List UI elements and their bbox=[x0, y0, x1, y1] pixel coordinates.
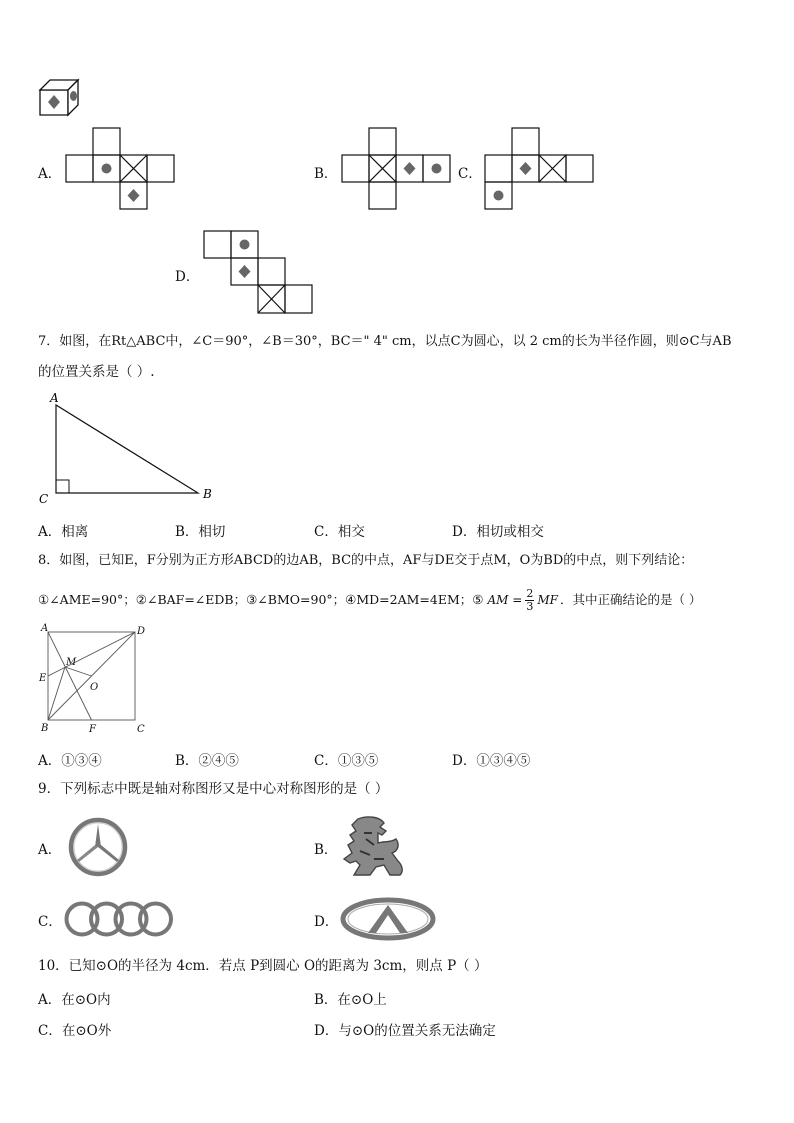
infiniti-logo-icon bbox=[340, 897, 436, 941]
net-d bbox=[204, 231, 316, 317]
label-e: E bbox=[39, 673, 47, 684]
q7-option-b-key: B． bbox=[175, 524, 199, 540]
q10-option-d[interactable] bbox=[314, 1019, 496, 1039]
q8-option-d-key: D． bbox=[452, 753, 477, 769]
q10-option-d-key: D． bbox=[314, 1023, 339, 1039]
q8-stem-line1: 8．如图，已知E，F分别为正方形ABCD的边AB，BC的中点，AF与DE交于点M，O为BD的中点，则下列结论： bbox=[38, 553, 694, 568]
q8-option-b-key: B． bbox=[175, 753, 199, 769]
net-b bbox=[342, 128, 454, 212]
label-c: C bbox=[137, 724, 145, 735]
q8-square-figure bbox=[36, 622, 156, 738]
q7-stem-line2: 的位置关系是（ ）. bbox=[38, 364, 155, 380]
q8-stem-line2 bbox=[38, 587, 701, 612]
label-a: A bbox=[50, 391, 59, 405]
q8-conclusions: ①∠AME=90°；②∠BAF=∠EDB；③∠BMO=90°；④MD=2AM=4EM；⑤ bbox=[38, 591, 484, 607]
q10-option-c-key: C． bbox=[38, 1023, 62, 1039]
mercedes-logo-icon bbox=[68, 817, 128, 877]
net-a bbox=[66, 128, 178, 212]
q9-stem: 9．下列标志中既是轴对称图形又是中心对称图形的是（ ） bbox=[38, 781, 389, 797]
q10-option-c[interactable] bbox=[38, 1019, 111, 1039]
q10-option-b-text: 在⊙O上 bbox=[337, 992, 387, 1008]
label-b: B bbox=[41, 723, 49, 734]
label-a: A bbox=[41, 623, 49, 634]
q7-triangle-figure bbox=[36, 390, 226, 505]
q7-option-c-text: 相交 bbox=[337, 524, 365, 540]
q7-stem-line1: 7．如图，在Rt△ABC中，∠C＝90°，∠B＝30°，BC＝" 4" cm，以点C为圆心，以 2 cm的长为半径作圆，则⊙C与AB bbox=[38, 334, 732, 349]
q7-option-d-text: 相切或相交 bbox=[476, 524, 544, 540]
q7-option-a[interactable] bbox=[38, 520, 88, 540]
net-c bbox=[485, 128, 597, 212]
q7-option-c-key: C． bbox=[314, 524, 338, 540]
label-f: F bbox=[89, 724, 96, 735]
q8-option-d-text: ①③④⑤ bbox=[476, 753, 531, 769]
label-m: M bbox=[66, 657, 77, 668]
q6-option-c-label[interactable]: C． bbox=[458, 166, 482, 182]
q8-option-c-key: C． bbox=[314, 753, 338, 769]
q8-frac-num: 2 bbox=[526, 587, 534, 600]
q9-option-b-label[interactable]: B． bbox=[314, 842, 338, 858]
q7-option-d[interactable] bbox=[452, 520, 544, 540]
label-c: C bbox=[39, 492, 49, 506]
q8-option-a-key: A． bbox=[38, 753, 62, 769]
q8-option-c[interactable] bbox=[314, 749, 378, 769]
q10-option-a-text: 在⊙O内 bbox=[61, 992, 111, 1008]
q7-option-b[interactable] bbox=[175, 520, 225, 540]
q6-option-a-label[interactable]: A． bbox=[38, 166, 62, 182]
q9-option-d-label[interactable]: D． bbox=[314, 914, 339, 930]
q10-stem: 10．已知⊙O的半径为 4cm．若点 P到圆心 O的距离为 3cm，则点 P（ ） bbox=[38, 958, 488, 974]
q10-option-a[interactable] bbox=[38, 988, 111, 1008]
q7-option-a-key: A． bbox=[38, 524, 62, 540]
q10-option-c-text: 在⊙O外 bbox=[61, 1023, 112, 1039]
q8-frac-den: 3 bbox=[526, 600, 534, 613]
q7-option-d-key: D． bbox=[452, 524, 477, 540]
q6-option-b-label[interactable]: B． bbox=[314, 166, 338, 182]
q10-option-b-key: B． bbox=[314, 992, 338, 1008]
q8-fraction bbox=[525, 588, 534, 613]
label-o: O bbox=[90, 682, 99, 693]
audi-rings-logo-icon bbox=[62, 900, 176, 938]
q10-option-a-key: A． bbox=[38, 992, 62, 1008]
q8-option-d[interactable] bbox=[452, 749, 530, 769]
q8-frac-rhs: MF bbox=[537, 592, 558, 607]
q7-option-b-text: 相切 bbox=[198, 524, 226, 540]
q7-option-c[interactable] bbox=[314, 520, 365, 540]
q10-option-b[interactable] bbox=[314, 988, 387, 1008]
cube-figure bbox=[38, 78, 80, 118]
q10-option-d-text: 与⊙O的位置关系无法确定 bbox=[338, 1023, 496, 1039]
q9-option-a-label[interactable]: A． bbox=[38, 842, 62, 858]
q8-frac-lhs: AM = bbox=[487, 592, 523, 607]
q8-option-a[interactable] bbox=[38, 749, 102, 769]
label-b: B bbox=[203, 487, 212, 501]
label-d: D bbox=[137, 626, 146, 637]
q7-option-a-text: 相离 bbox=[61, 524, 89, 540]
q8-option-a-text: ①③④ bbox=[61, 753, 102, 769]
q8-stem-tail: ．其中正确结论的是（ ） bbox=[559, 591, 702, 607]
q9-option-c-label[interactable]: C． bbox=[38, 914, 62, 930]
q8-option-b-text: ②④⑤ bbox=[198, 753, 239, 769]
q8-option-b[interactable] bbox=[175, 749, 239, 769]
q8-option-c-text: ①③⑤ bbox=[337, 753, 379, 769]
peugeot-lion-logo-icon bbox=[340, 815, 408, 879]
q6-option-d-label[interactable]: D． bbox=[175, 269, 200, 285]
